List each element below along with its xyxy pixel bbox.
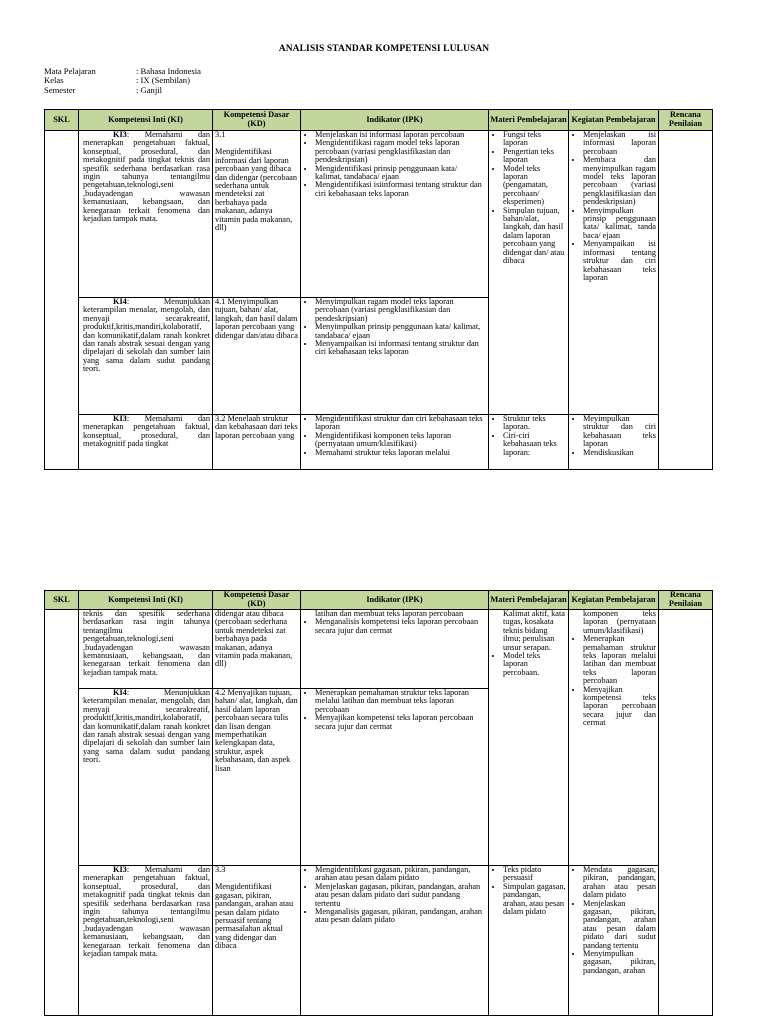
list-item: • Menyimpulkan prinsip penggunaan kata/ kalimat, tanda baca/ ejaan [583,207,656,241]
kd-cell [213,610,301,689]
materi-cell [489,866,569,1016]
ki-code: KI3 [113,414,127,423]
table-row [45,131,713,298]
list-item: • Pengertian teks laporan [503,148,566,165]
ki-code: KI3 [113,865,127,874]
materi-cell [489,610,569,866]
kegiatan-cell [569,415,659,470]
list-item: • Menyimpulkan gagasan, pikiran, pandangan, arahan [583,950,656,975]
header-ki: Kompetensi Inti (KI) [79,110,213,131]
list-item: • Mendiskusikan [583,449,656,457]
list-item: • Menyajikan kompetensi teks laporan percobaan secara jujur dan cermat [583,686,656,728]
list-item: • Menerapkan pemahaman struktur teks laporan melalui latihan dan membuat teks laporan percobaan [583,635,656,685]
meta-value: : Ganjil [136,84,163,95]
list-item: • Model teks laporan (pengamatan, percobaan/ eksperimen) [503,165,566,207]
ipk-cell [301,298,489,415]
meta-label: Semester [44,84,76,95]
list-item: • Memahami struktur teks laporan melalui [315,449,486,457]
kd-text: Menelaah struktur dan kebahasaan dari teks laporan percobaan yang [215,414,298,440]
table-row [45,415,713,470]
ki-text: teknis dan spesifik sederhana berdasarkan rasa ingin tahunya tentangilmu pengetahuan,teknologi,seni ,budayadengan wawasan kemanusiaan, kebangsaan, dan kenegaraan terkait fenomena dan kejadian tampak mata. [83,609,210,677]
ki-cell [79,689,213,866]
ki-code: KI3 [113,130,127,139]
materi-cell [489,131,569,415]
meta-label: Kelas [44,75,64,86]
table-row [45,866,713,1016]
document-meta [44,67,201,95]
list-item: • Mengidentifikasi isiinformasi tentang struktur dan ciri kebahasaan teks laporan [315,181,486,198]
ki-cell [79,866,213,1016]
kd-text: Mengidentifikasi gagasan, pikiran, pandangan, arahan atau pesan dalam pidato persuasif tentang permasalahan aktual yang didengar dan dibaca [215,882,294,951]
list-item: • Menyimpulkan prinsip penggunaan kata/ kalimat, tandabaca/ ejaan [315,323,486,340]
header-kd: Kompetensi Dasar (KD) [213,591,301,610]
list-item: • Ciri-ciri kebahasaan teks laporan: [503,432,566,457]
list-item: • Membaca dan menyimpulkan ragam model teks laporan percobaan (variasi pengklasifikasian dan pendeskripsian) [583,156,656,206]
ipk-cell [301,415,489,470]
list-item: • Struktur teks laporan. [503,415,566,432]
ki-code: KI4 [113,688,127,697]
kegiatan-cell [569,131,659,415]
penilaian-cell [659,610,713,1016]
list-item: • Menyimpulkan ragam model teks laporan percobaan (variasi pengklasifikasian dan pendeskripsian) [315,298,486,323]
kd-number: 3.2 [215,414,226,423]
header-kegiatan: Kegiatan Pembelajaran [569,110,659,131]
ki-cell [79,131,213,298]
table-header-row [45,110,713,131]
ki-text: : Memahami dan menerapkan pengetahuan faktual, konseptual, prosedural, dan metakognitif pada tingkat teknis dan spesifik sederhana berdasarkan rasa ingin tahunya tentangilmu pengetahuan,teknologi,seni ,budayadengan wawasan kemanusiaan, kebangsaan, dan kenegaraan terkait fenomena dan kejadian tampak mata. [83,130,210,224]
ipk-cell [301,689,489,866]
ki-text: : Memahami dan menerapkan pengetahuan faktual, konseptual, prosedural, dan metakognitif pada tingkat teknis dan spesifik sederhana berdasarkan rasa ingin tahunya tentangilmu pengetahuan,teknologi,seni ,budayadengan wawasan kemanusiaan, kebangsaan, dan kenegaraan terkait fenomena dan kejadian tampak mata. [83,865,210,959]
kd-number: 3.1 [215,130,226,139]
header-kegiatan: Kegiatan Pembelajaran [569,591,659,610]
skl-cell [45,610,79,1016]
list-item: • Menerapkan pemahaman struktur teks laporan melalui latihan dan membuat teks laporan percobaan [315,689,486,714]
list-item: • Mengidentifikasi gagasan, pikiran, pandangan, arahan atau pesan dalam pidato [315,866,486,883]
competency-table-page-2 [44,590,713,1016]
list-item: • Meyimpulkan struktur dan ciri kebahasaan teks laporan [583,415,656,449]
list-item: • Simpulan gagasan, pandangan, arahan, atau pesan dalam pidato [503,883,566,917]
meta-value: : Bahasa Indonesia [136,66,201,76]
kd-text: didengar atau dibaca (percobaan sederhana untuk mendeteksi zat berbahaya pada makanan, adanya vitamin pada makanan, dll) [215,609,293,669]
kd-cell [213,131,301,298]
meta-label: Mata Pelajaran [44,66,96,76]
header-skl: SKL [45,110,79,131]
header-kd: Kompetensi Dasar (KD) [213,110,301,131]
meta-value: : IX (Sembilan) [136,75,190,86]
table-row [45,610,713,689]
kd-number: 4.1 [215,297,226,306]
meta-row [44,86,201,95]
list-item: • Menyampaikan isi informasi tentang struktur dan ciri kebahasaan teks laporan [315,340,486,357]
list-item: • Mengidentifikasi struktur dan ciri kebahasaan teks laporan [315,415,486,432]
list-item: • Menjelaskan isi informasi laporan percobaan [583,131,656,156]
skl-cell [45,131,79,470]
penilaian-cell [659,131,713,470]
ki-text: : Memahami dan menerapkan pengetahuan faktual, konseptual, prosedural, dan metakognitif pada tingkat [83,414,210,449]
competency-table-page-1 [44,109,713,470]
kd-cell [213,866,301,1016]
list-item: • Menyajikan kompetensi teks laporan percobaan secara jujur dan cermat [315,714,486,731]
ipk-continuation: latihan dan membuat teks laporan percobaan [315,609,464,618]
list-item: • Menjelaskan gagasan, pikiran, pandangan, arahan atau pesan dalam pidato dari sudut pandang tertentu [583,900,656,950]
table-header-row [45,591,713,610]
ki-cell [79,610,213,689]
list-item: • Mendata gagasan, pikiran, pandangan, arahan atau pesan dalam pidato [583,866,656,900]
list-item: • Menjelaskan isi informasi laporan percobaan [315,131,486,139]
list-item: • Menyampaikan isi informasi tentang struktur dan ciri kebahasaan teks laporan [583,240,656,282]
header-materi: Materi Pembelajaran [489,110,569,131]
list-item: • Mengidentifikasi ragam model teks laporan percobaan (variasi pengklasifikasian dan pendeskripsian) [315,139,486,164]
header-penilaian: Rencana Penilaian [659,591,713,610]
kegiatan-cell [569,866,659,1016]
list-item: • Mengidentifikasi prinsip penggunaan kata/ kalimat, tandabaca/ ejaan [315,165,486,182]
ki-text: : Menunjukkan keterampilan menalar, mengolah, dan menyaji secarakreatif, produktif,kritis,mandiri,kolaboratif, dan komunikatif,dalam ranah konkret dan ranah abstrak sesuai dengan yang dipelajari di sekolah dan sumber lain yang sama dalam sudut pandang teori. [83,688,210,765]
ipk-cell [301,866,489,1016]
list-item: • Simpulan tujuan, bahan/alat, langkah, dan hasil dalam laporan percobaan yang didengar dan/ atau dibaca [503,207,566,266]
kd-number: 4.2 [215,688,226,697]
ki-cell [79,415,213,470]
kegiatan-cell [569,610,659,866]
materi-cell [489,415,569,470]
list-item: • Menganalisis kompetensi teks laporan percobaan secara jujur dan cermat [315,618,486,635]
materi-continuation: Kalimat aktif, kata tugas, kosakata teknis bidang ilmu; penulisan unsur serapan. [503,609,565,652]
ipk-cell [301,131,489,298]
ki-cell [79,298,213,415]
list-item: • Menganalisis gagasan, pikiran, pandangan, arahan atau pesan dalam pidato [315,908,486,925]
kegiatan-continuation: komponen teks laporan (pernyataan umum/klasifikasi) [583,609,656,635]
kd-text: Menyimpulkan tujuan, bahan/ alat, langkah, dan hasil dalam laporan percobaan yang didengar dan/atau dibaca [215,297,298,340]
document-title: ANALISIS STANDAR KOMPETENSI LULUSAN [278,44,490,54]
list-item: • Fungsi teks laporan [503,131,566,148]
header-penilaian: Rencana Penilaian [659,110,713,131]
kd-cell [213,415,301,470]
ki-code: KI4 [113,297,127,306]
ki-text: : Menunjukkan keterampilan menalar, mengolah, dan menyaji secarakreatif, produktif,kritis,mandiri,kolaboratif, dan komunikatif,dalam ranah konkret dan ranah abstrak sesuai dengan yang dipelajari di sekolah dan sumber lain yang sama dalam sudut pandang teori. [83,297,210,374]
list-item: • Teks pidato persuasif [503,866,566,883]
kd-text: Mengidentifikasi informasi dari laporan percobaan yang dibaca dan didengar (percobaan sederhana untuk mendeteksi zat berbahaya pada makanan, adanya vitamin pada makanan, dll) [215,147,298,233]
header-ipk: Indikator (IPK) [301,591,489,610]
list-item: • Model teks laporan percobaan. [503,652,566,677]
list-item: • Mengidentifikasi komponen teks laporan (pernyataan umum/klasifikasi) [315,432,486,449]
ipk-cell [301,610,489,689]
kd-cell [213,298,301,415]
header-ipk: Indikator (IPK) [301,110,489,131]
list-item: • Menjelaskan gagasan, pikiran, pandangan, arahan atau pesan dalam pidato dari sudut pandang tertentu [315,883,486,908]
header-skl: SKL [45,591,79,610]
kd-cell [213,689,301,866]
header-materi: Materi Pembelajaran [489,591,569,610]
kd-text: Menyajikan tujuan, bahan/ alat, langkah, dan hasil dalam laporan percobaan secara tulis dan lisan dengan memperhatikan kelengkapan data, struktur, aspek kebahasaan, dan aspek lisan [215,688,298,773]
kd-number: 3.3 [215,865,226,874]
header-ki: Kompetensi Inti (KI) [79,591,213,610]
